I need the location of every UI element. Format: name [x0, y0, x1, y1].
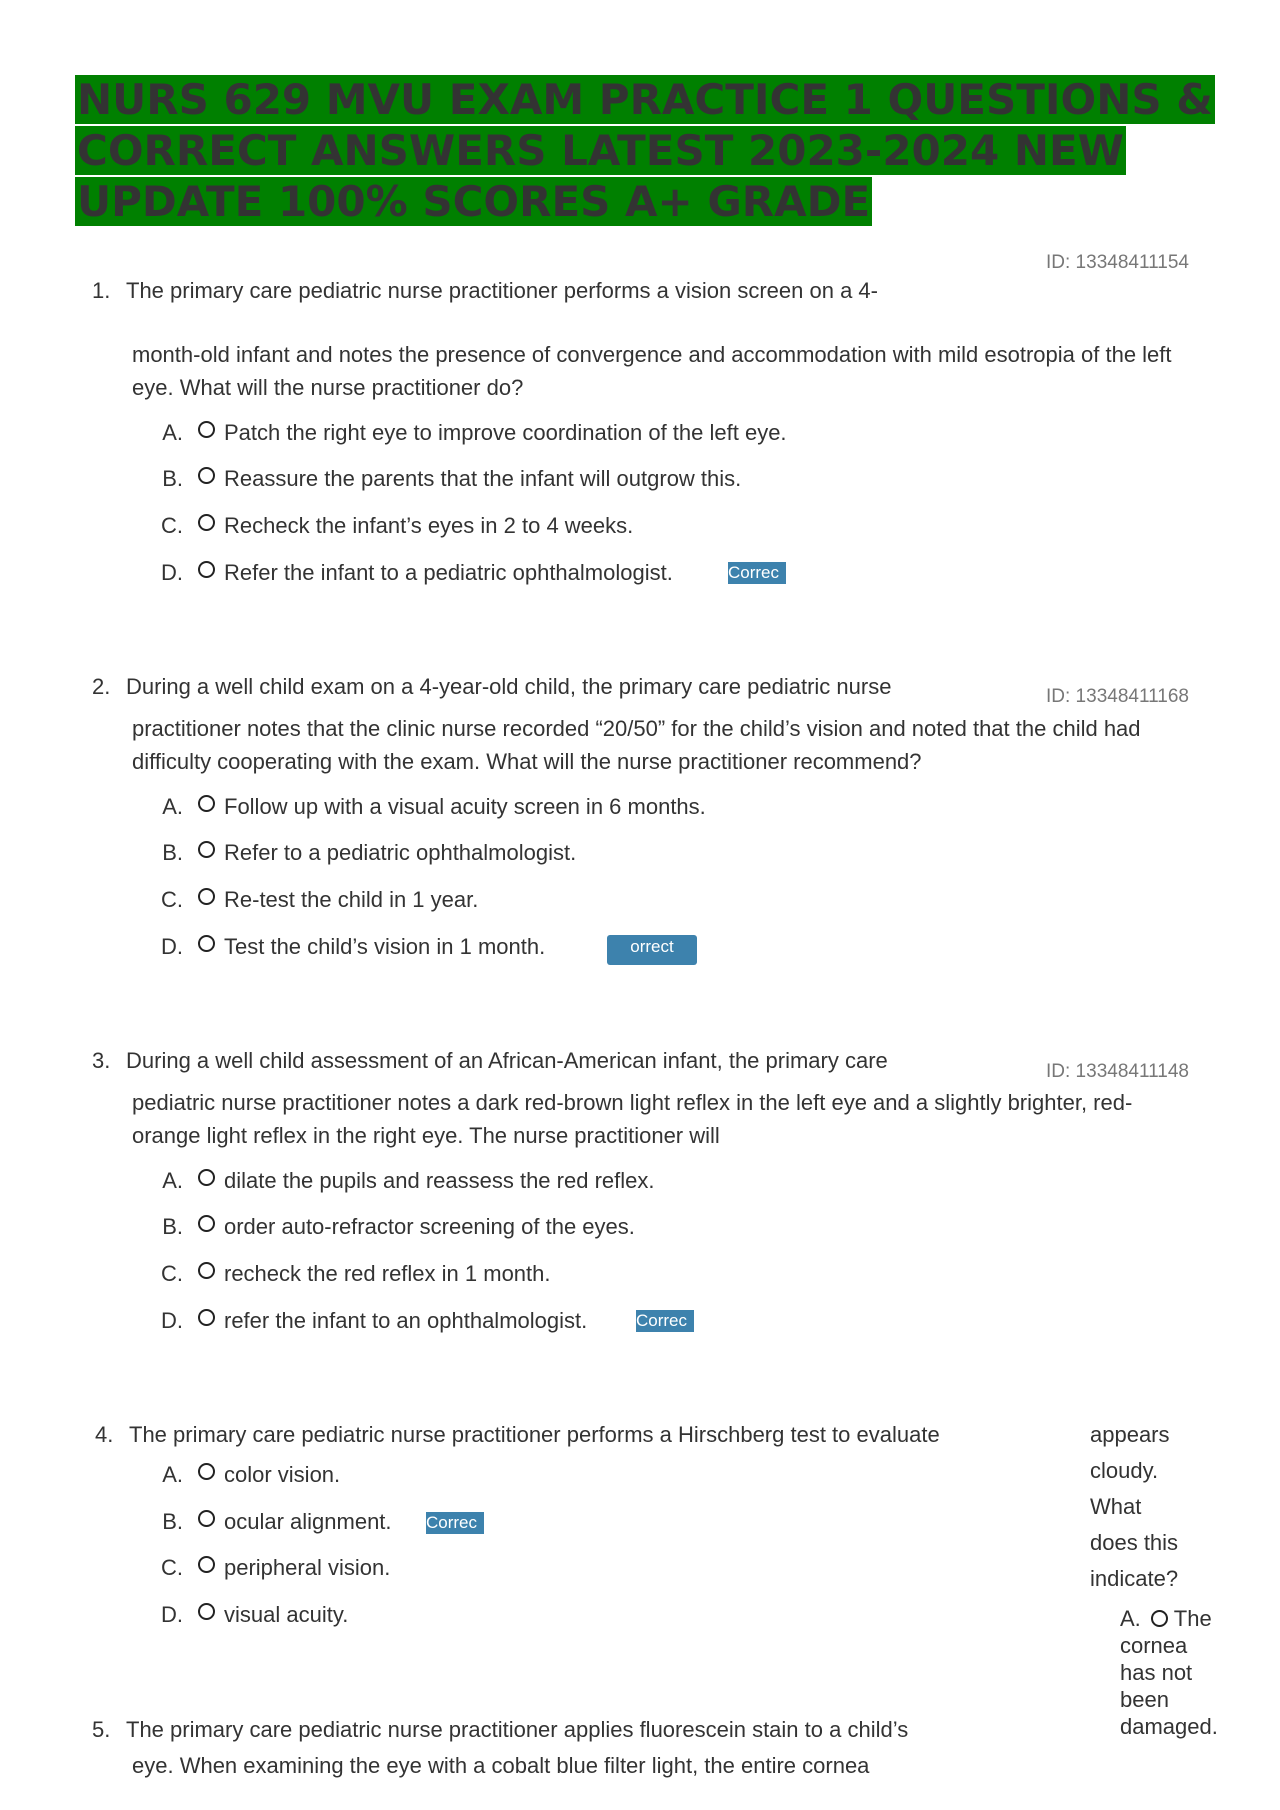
option-text: Follow up with a visual acuity screen in 6 months.	[224, 794, 706, 819]
question-id: ID: 13348411154	[1046, 252, 1189, 273]
option-text: Refer to a pediatric ophthalmologist.	[224, 840, 577, 865]
question-number: 4.	[95, 1422, 114, 1447]
option-text: peripheral vision.	[224, 1555, 391, 1580]
option-text: Re-test the child in 1 year.	[224, 887, 479, 912]
radio-circle-icon[interactable]	[198, 1603, 215, 1620]
option-text-line: The	[1173, 1606, 1212, 1631]
option-letter: D.	[161, 560, 183, 585]
question-text: The primary care pediatric nurse practitioner performs a Hirschberg test to evaluate	[129, 1422, 940, 1447]
option-text: visual acuity.	[224, 1602, 349, 1627]
question-text: During a well child assessment of an African-American infant, the primary care	[126, 1048, 888, 1073]
question-first-line	[95, 1422, 940, 1448]
option-text: Recheck the infant’s eyes in 2 to 4 weeks.	[224, 513, 634, 538]
correct-badge: Correc	[728, 562, 786, 584]
question-continuation: pediatric nurse practitioner notes a dark red-brown light reflex in the left eye and a slightly brighter, red-orange light reflex in the right eye. The nurse practitioner will	[132, 1090, 1133, 1148]
radio-circle-icon[interactable]	[198, 795, 215, 812]
title-highlight: NURS 629 MVU EXAM PRACTICE 1 QUESTIONS & CORRECT ANSWERS LATEST 2023-2024 NEW UPDATE 100% SCORES A+ GRADE	[77, 75, 1213, 226]
option-text: Refer the infant to a pediatric ophthalmologist.	[224, 560, 673, 585]
option-letter: C.	[161, 513, 183, 538]
question-first-line	[92, 674, 891, 700]
sidebar-text-line: cloudy.	[1090, 1458, 1159, 1483]
radio-circle-icon[interactable]	[198, 1262, 215, 1279]
option-letter: C.	[161, 1555, 183, 1580]
option-text: color vision.	[224, 1462, 341, 1487]
option-text-line: cornea	[1120, 1633, 1188, 1658]
option-letter: C.	[161, 887, 183, 912]
question-number: 3.	[92, 1048, 111, 1073]
option-text: Reassure the parents that the infant will outgrow this.	[224, 466, 742, 491]
question-continuation: eye. When examining the eye with a cobalt blue filter light, the entire cornea	[132, 1753, 870, 1778]
radio-circle-icon[interactable]	[198, 1169, 215, 1186]
sidebar-text-line: does this	[1090, 1530, 1179, 1555]
option-text-line: has not	[1120, 1660, 1193, 1685]
sidebar-text-line: indicate?	[1090, 1566, 1179, 1591]
radio-circle-icon[interactable]	[198, 1215, 215, 1232]
correct-badge: Correc	[636, 1310, 694, 1332]
question-number: 5.	[92, 1717, 111, 1742]
option-letter: B.	[162, 1214, 183, 1239]
option-text: ocular alignment.	[224, 1509, 392, 1534]
option-text: Patch the right eye to improve coordination of the left eye.	[224, 420, 787, 445]
question-continuation: month-old infant and notes the presence of convergence and accommodation with mild esotropia of the left eye. What will the nurse practitioner do?	[132, 342, 1172, 400]
page-title	[75, 74, 1225, 227]
option-text: dilate the pupils and reassess the red reflex.	[224, 1168, 655, 1193]
option-letter: D.	[161, 934, 183, 959]
option-text-line: damaged.	[1120, 1714, 1218, 1739]
question-id: ID: 13348411168	[1046, 686, 1189, 707]
option-text-line: been	[1120, 1687, 1169, 1712]
option-letter: A.	[162, 420, 183, 445]
option-letter: B.	[162, 1509, 183, 1534]
option-letter: A.	[162, 794, 183, 819]
option-text: order auto-refractor screening of the eyes.	[224, 1214, 635, 1239]
sidebar-text-line: appears	[1090, 1422, 1170, 1447]
radio-circle-icon[interactable]	[198, 1463, 215, 1480]
question-number: 2.	[92, 674, 111, 699]
option-text: recheck the red reflex in 1 month.	[224, 1261, 551, 1286]
question-continuation: practitioner notes that the clinic nurse recorded “20/50” for the child’s vision and noted that the child had difficulty cooperating with the exam. What will the nurse practitioner recommend?	[132, 716, 1141, 774]
radio-circle-icon[interactable]	[198, 514, 215, 531]
option-letter: A.	[162, 1168, 183, 1193]
radio-circle-icon[interactable]	[198, 1510, 215, 1527]
radio-circle-icon[interactable]	[198, 888, 215, 905]
question-first-line	[92, 1717, 908, 1743]
radio-circle-icon[interactable]	[1151, 1610, 1168, 1627]
option-text: refer the infant to an ophthalmologist.	[224, 1308, 588, 1333]
radio-circle-icon[interactable]	[198, 1309, 215, 1326]
sidebar-text-line: What	[1090, 1494, 1142, 1519]
option-letter: B.	[162, 840, 183, 865]
correct-badge: orrect	[607, 935, 697, 965]
question-first-line	[92, 278, 878, 304]
radio-circle-icon[interactable]	[198, 421, 215, 438]
option-letter: A.	[1120, 1606, 1141, 1631]
question-text: The primary care pediatric nurse practitioner performs a vision screen on a 4-	[126, 278, 878, 303]
radio-circle-icon[interactable]	[198, 561, 215, 578]
option-text: Test the child’s vision in 1 month.	[224, 934, 546, 959]
question-id: ID: 13348411148	[1046, 1061, 1189, 1082]
radio-circle-icon[interactable]	[198, 935, 215, 952]
sidebar-answer-option[interactable]	[1120, 1605, 1270, 1740]
question-number: 1.	[92, 278, 111, 303]
question-text: During a well child exam on a 4-year-old child, the primary care pediatric nurse	[126, 674, 892, 699]
option-letter: A.	[162, 1462, 183, 1487]
radio-circle-icon[interactable]	[198, 1556, 215, 1573]
option-letter: B.	[162, 466, 183, 491]
correct-badge: Correc	[426, 1512, 484, 1534]
question-first-line	[92, 1048, 888, 1074]
radio-circle-icon[interactable]	[198, 841, 215, 858]
question-text: The primary care pediatric nurse practitioner applies fluorescein stain to a child’s	[126, 1717, 909, 1742]
radio-circle-icon[interactable]	[198, 467, 215, 484]
option-letter: C.	[161, 1261, 183, 1286]
option-letter: D.	[161, 1308, 183, 1333]
option-letter: D.	[161, 1602, 183, 1627]
